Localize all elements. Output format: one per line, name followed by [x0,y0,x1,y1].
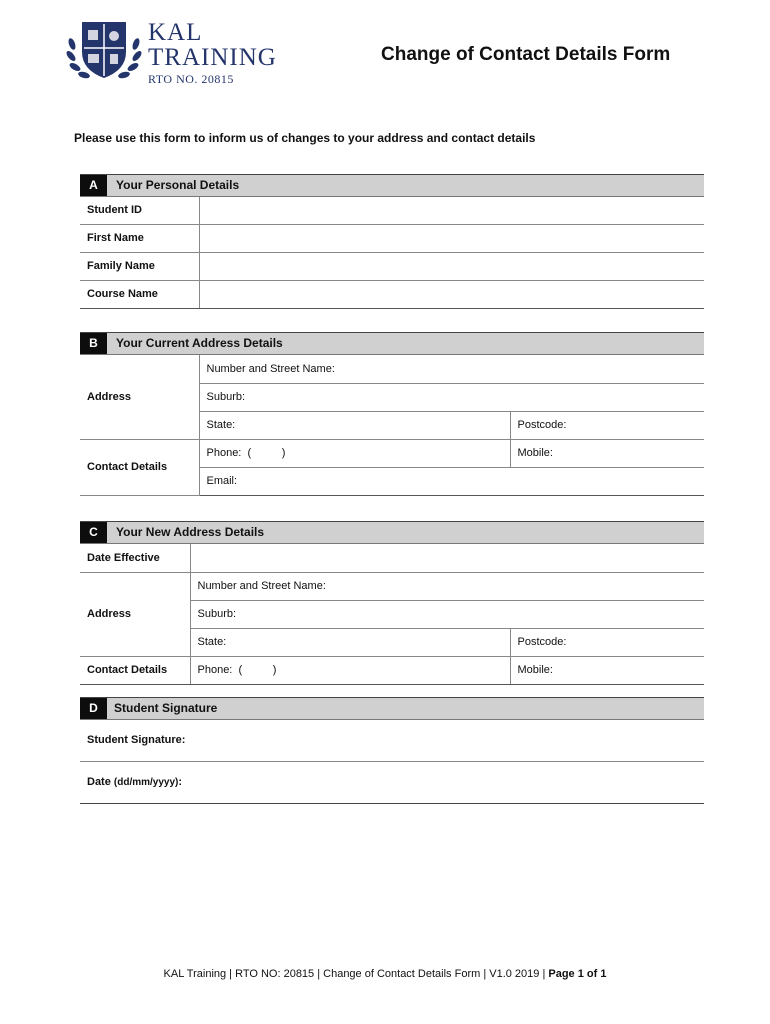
section-c [80,521,704,685]
date-effective-field[interactable] [190,544,704,572]
date-effective-label: Date Effective [80,544,190,572]
footer-text: KAL Training | RTO NO: 20815 | Change of Contact Details Form | V1.0 2019 | [163,968,549,980]
logo-line-training: TRAINING [148,44,277,71]
logo-line-rto: RTO NO. 20815 [148,72,234,86]
student-id-label: Student ID [80,197,199,224]
form-title: Change of Contact Details Form [381,44,671,65]
section-a-title: Your Personal Details [116,178,240,192]
family-name-field[interactable] [199,252,704,280]
family-name-label: Family Name [80,252,199,280]
section-b-letter: B [80,333,107,354]
section-a-header [80,174,704,197]
new-state-field[interactable]: State: [190,628,510,656]
section-d-letter: D [80,698,107,719]
date-format-hint: (dd/mm/yyyy) [113,777,179,788]
section-a-letter: A [80,175,107,196]
date-label-word: Date [87,776,111,788]
intro-text: Please use this form to inform us of changes to your address and contact details [74,131,536,145]
new-contact-label: Contact Details [80,656,190,684]
kal-training-logo [66,18,296,84]
current-street-field[interactable]: Number and Street Name: [199,355,704,383]
section-c-header [80,521,704,544]
new-mobile-field[interactable]: Mobile: [510,656,704,684]
current-address-table [80,355,704,496]
current-address-label: Address [80,355,199,439]
current-phone-field[interactable]: Phone: ( ) [199,439,510,467]
logo-line-kal: KAL [148,19,203,46]
new-address-table [80,544,704,685]
footer-page-number: Page 1 of 1 [548,968,607,980]
signature-date-label [87,776,182,788]
section-d [80,697,704,804]
page-footer [0,968,770,980]
date-label-colon: : [178,776,183,788]
section-d-header [80,697,704,720]
new-suburb-field[interactable]: Suburb: [190,600,704,628]
personal-details-table [80,197,704,309]
new-postcode-field[interactable]: Postcode: [510,628,704,656]
new-street-field[interactable]: Number and Street Name: [190,572,704,600]
section-a [80,174,704,309]
section-b-header [80,332,704,355]
current-postcode-field[interactable]: Postcode: [510,411,704,439]
section-c-letter: C [80,522,107,543]
first-name-field[interactable] [199,224,704,252]
course-name-label: Course Name [80,280,199,308]
section-c-title: Your New Address Details [116,525,265,539]
signature-label: Student Signature: [87,734,186,746]
current-mobile-field[interactable]: Mobile: [510,439,704,467]
current-email-field[interactable]: Email: [199,467,704,495]
current-suburb-field[interactable]: Suburb: [199,383,704,411]
current-contact-label: Contact Details [80,439,199,495]
signature-field[interactable] [80,720,704,762]
student-id-field[interactable] [199,197,704,224]
section-b [80,332,704,496]
crest-icon [66,18,142,84]
signature-date-field[interactable] [80,762,704,804]
section-d-title: Student Signature [114,701,218,715]
new-phone-field[interactable]: Phone: ( ) [190,656,510,684]
current-state-field[interactable]: State: [199,411,510,439]
course-name-field[interactable] [199,280,704,308]
first-name-label: First Name [80,224,199,252]
section-b-title: Your Current Address Details [116,336,283,350]
new-address-label: Address [80,572,190,656]
